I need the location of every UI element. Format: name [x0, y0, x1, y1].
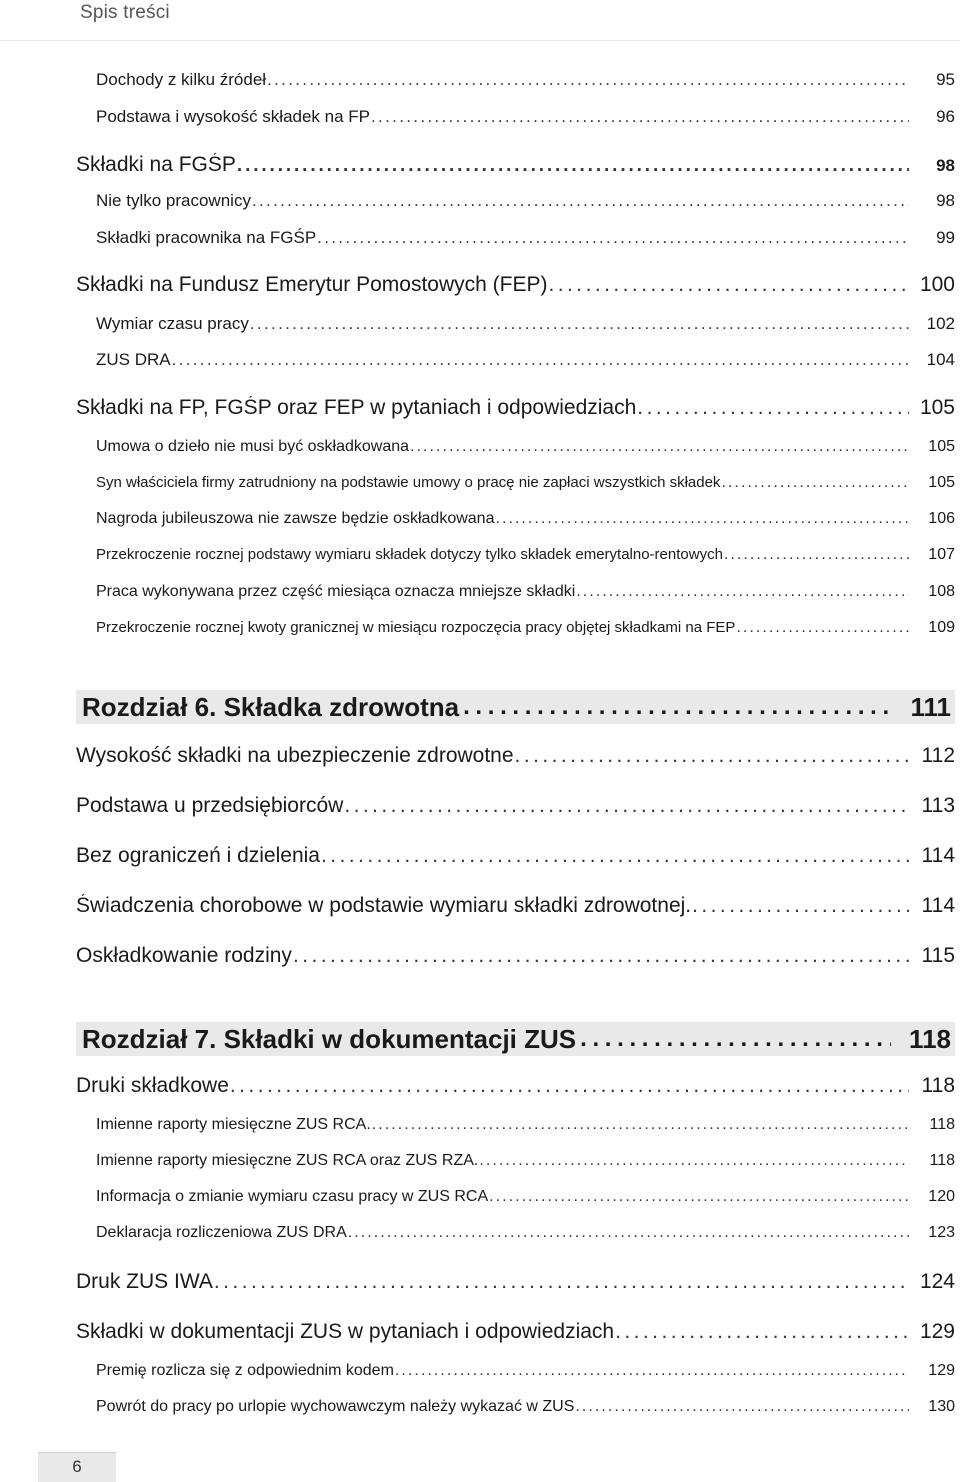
- toc-entry-page: 98: [936, 191, 955, 210]
- toc-section-page: 114: [921, 894, 955, 917]
- toc-entry[interactable]: [96, 1362, 955, 1380]
- toc-entry[interactable]: [96, 1398, 955, 1416]
- toc-entry-page: 109: [928, 619, 955, 636]
- leader-dots: [372, 1116, 909, 1134]
- toc-section-page: 100: [919, 273, 955, 296]
- toc-section-title: Składki na FGŚP: [76, 153, 236, 176]
- toc-entry[interactable]: [96, 228, 955, 248]
- toc-entry-page: 106: [928, 510, 955, 527]
- toc-chapter-title: Rozdział 7. Składki w dokumentacji ZUS: [82, 1023, 577, 1054]
- toc-entry-title: Powrót do pracy po urlopie wychowawczym należy wykazać w ZUS: [96, 1398, 575, 1415]
- toc-entry-title: Praca wykonywana przez część miesiąca oznacza mniejsze składki: [96, 583, 576, 600]
- toc-section-title: Składki w dokumentacji ZUS w pytaniach i odpowiedziach: [76, 1320, 615, 1343]
- toc-section[interactable]: [76, 1320, 955, 1344]
- leader-dots: [230, 1074, 909, 1098]
- toc-entry-page: 120: [928, 1188, 955, 1205]
- toc-chapter-page: 111: [910, 691, 951, 722]
- leader-dots: [721, 474, 909, 492]
- toc-entry-title: ZUS DRA: [96, 350, 171, 369]
- toc-entry[interactable]: [96, 1188, 955, 1206]
- toc-entry-page: 96: [936, 107, 955, 126]
- toc-entry[interactable]: [96, 350, 955, 370]
- leader-dots: [252, 191, 909, 211]
- toc-section-page: 112: [921, 744, 955, 767]
- leader-dots: [615, 1320, 909, 1344]
- leader-dots: [267, 70, 909, 90]
- toc-section-page: 113: [921, 794, 955, 817]
- toc-section-page: 105: [919, 396, 955, 419]
- leader-dots: [692, 894, 909, 918]
- toc-section[interactable]: [76, 944, 955, 968]
- toc-section[interactable]: [76, 1074, 955, 1098]
- toc-entry-title: Składki pracownika na FGŚP: [96, 228, 317, 247]
- toc-section[interactable]: [76, 794, 955, 818]
- leader-dots: [371, 107, 909, 127]
- toc-chapter-page: 118: [909, 1023, 951, 1054]
- toc-entry-title: Przekroczenie rocznej podstawy wymiaru składek dotyczy tylko składek emerytalno-rentowych: [96, 546, 723, 563]
- toc-chapter[interactable]: [76, 690, 955, 724]
- leader-dots: [321, 844, 909, 868]
- leader-dots: [495, 510, 909, 528]
- leader-dots: [463, 693, 891, 721]
- leader-dots: [237, 155, 909, 177]
- toc-chapter[interactable]: [76, 1022, 955, 1056]
- toc-entry[interactable]: [96, 474, 955, 492]
- toc-entry[interactable]: [96, 619, 955, 637]
- toc-entry-page: 105: [928, 438, 955, 455]
- toc-section-title: Druk ZUS IWA: [76, 1270, 213, 1293]
- toc-section-page: 114: [921, 844, 955, 867]
- toc-entry[interactable]: [96, 314, 955, 334]
- page-number-box: [38, 1452, 116, 1482]
- toc-entry-title: Wymiar czasu pracy: [96, 314, 249, 333]
- leader-dots: [410, 438, 909, 456]
- leader-dots: [293, 944, 909, 968]
- leader-dots: [479, 1152, 909, 1170]
- toc-section-title: Świadczenia chorobowe w podstawie wymiaru składki zdrowotnej.: [76, 894, 692, 917]
- toc-entry-page: 104: [926, 350, 955, 369]
- toc-section[interactable]: [76, 894, 955, 918]
- toc-entry-title: Imienne raporty miesięczne ZUS RCA oraz ZUS RZA.: [96, 1152, 479, 1169]
- leader-dots: [344, 794, 909, 818]
- toc-entry[interactable]: [96, 438, 955, 456]
- running-head: Spis treści: [80, 2, 170, 23]
- toc-entry[interactable]: [96, 107, 955, 127]
- leader-dots: [515, 744, 909, 768]
- toc-entry-page: 95: [936, 70, 955, 89]
- toc-section[interactable]: [76, 396, 955, 420]
- toc-entry[interactable]: [96, 546, 955, 564]
- toc-entry-page: 118: [929, 1152, 955, 1169]
- toc-section-title: Druki składkowe: [76, 1074, 229, 1097]
- toc-section-title: Wysokość składki na ubezpieczenie zdrowotne: [76, 744, 514, 767]
- toc-chapter-title: Rozdział 6. Składka zdrowotna: [82, 691, 460, 722]
- page-number: 6: [72, 1457, 82, 1476]
- toc-entry[interactable]: [96, 1152, 955, 1170]
- toc-entry-page: 107: [928, 546, 955, 563]
- toc-section-title: Składki na FP, FGŚP oraz FEP w pytaniach i odpowiedziach: [76, 396, 637, 419]
- leader-dots: [637, 396, 909, 420]
- toc-entry-page: 99: [936, 228, 955, 247]
- toc-entry-page: 118: [929, 1116, 955, 1133]
- toc-entry-title: Informacja o zmianie wymiaru czasu pracy w ZUS RCA: [96, 1188, 489, 1205]
- toc-section-page: 98: [936, 156, 955, 175]
- toc-section-page: 124: [919, 1270, 955, 1293]
- toc-entry-title: Syn właściciela firmy zatrudniony na podstawie umowy o pracę nie zapłaci wszystkich składek: [96, 474, 721, 491]
- toc-section-page: 129: [919, 1320, 955, 1343]
- toc-entry-page: 102: [926, 314, 955, 333]
- toc-section-title: Podstawa u przedsiębiorców: [76, 794, 344, 817]
- toc-entry-title: Umowa o dzieło nie musi być oskładkowana: [96, 438, 410, 455]
- toc-entry[interactable]: [96, 583, 955, 601]
- toc-section[interactable]: [76, 844, 955, 868]
- toc-entry-title: Dochody z kilku źródeł: [96, 70, 267, 89]
- toc-entry-page: 108: [928, 583, 955, 600]
- toc-entry-title: Przekroczenie rocznej kwoty granicznej w miesiącu rozpoczęcia pracy objętej składkami na FEP: [96, 619, 736, 636]
- toc-section[interactable]: [76, 744, 955, 768]
- toc-entry-title: Nagroda jubileuszowa nie zawsze będzie oskładkowana: [96, 510, 495, 527]
- toc-entry-title: Premię rozlicza się z odpowiednim kodem: [96, 1362, 394, 1379]
- toc-section[interactable]: [76, 1270, 955, 1294]
- leader-dots: [580, 1025, 891, 1053]
- leader-dots: [724, 546, 909, 564]
- leader-dots: [575, 1398, 909, 1416]
- toc-entry[interactable]: [96, 510, 955, 528]
- toc-entry[interactable]: [96, 1224, 955, 1242]
- toc-section-page: 115: [921, 944, 955, 967]
- leader-dots: [549, 273, 910, 297]
- toc-entry[interactable]: [96, 191, 955, 211]
- leader-dots: [395, 1362, 909, 1380]
- toc-entry-page: 123: [928, 1224, 955, 1241]
- leader-dots: [214, 1270, 909, 1294]
- leader-dots: [489, 1188, 909, 1206]
- toc-section[interactable]: [76, 153, 955, 177]
- toc-entry-page: 129: [928, 1362, 955, 1379]
- toc-entry[interactable]: [96, 1116, 955, 1134]
- leader-dots: [172, 350, 909, 370]
- toc-entry-page: 130: [928, 1398, 955, 1415]
- toc-entry-title: Imienne raporty miesięczne ZUS RCA.: [96, 1116, 371, 1133]
- toc-section[interactable]: [76, 273, 955, 297]
- leader-dots: [576, 583, 909, 601]
- toc-entry[interactable]: [96, 70, 955, 90]
- leader-dots: [317, 228, 909, 248]
- toc-entry-title: Podstawa i wysokość składek na FP: [96, 107, 371, 126]
- toc-section-title: Bez ograniczeń i dzielenia: [76, 844, 320, 867]
- toc-section-title: Składki na Fundusz Emerytur Pomostowych (FEP): [76, 273, 548, 296]
- toc-section-title: Oskładkowanie rodziny: [76, 944, 292, 967]
- leader-dots: [736, 619, 909, 637]
- leader-dots: [250, 314, 909, 334]
- toc-entry-title: Deklaracja rozliczeniowa ZUS DRA: [96, 1224, 347, 1241]
- toc-entry-title: Nie tylko pracownicy: [96, 191, 251, 210]
- toc-section-page: 118: [921, 1074, 955, 1097]
- leader-dots: [348, 1224, 909, 1242]
- toc-entry-page: 105: [928, 474, 955, 491]
